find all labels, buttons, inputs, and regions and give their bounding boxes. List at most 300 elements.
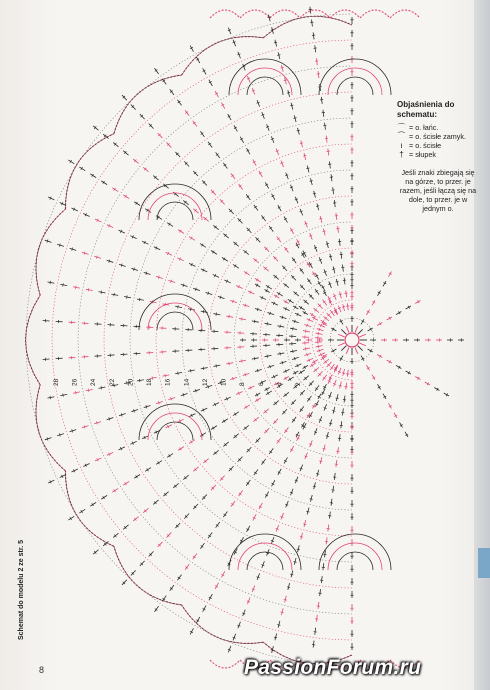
stitch-crossbar (232, 300, 233, 303)
stitch-mark (317, 349, 324, 351)
center-motif (330, 318, 374, 362)
stitch-mark (181, 393, 188, 395)
stitch-mark (310, 440, 313, 447)
stitch-mark (333, 187, 334, 194)
stitch-crossbar (63, 394, 64, 397)
stitch-crossbar (241, 317, 242, 320)
stitch-mark (158, 542, 163, 547)
stitch-mark (239, 360, 246, 361)
scallop-edge (182, 605, 264, 643)
stitch-mark (314, 428, 317, 435)
stitch-crossbar (109, 417, 110, 420)
stitch-crossbar (287, 587, 290, 588)
stitch-crossbar (50, 281, 51, 284)
stitch-crossbar (101, 386, 102, 389)
stitch-mark (273, 256, 278, 261)
stitch-mark (175, 523, 180, 528)
stitch-mark (124, 297, 131, 298)
scallop-edge (210, 10, 240, 18)
stitch-mark (304, 325, 311, 327)
stitch-mark (342, 265, 343, 272)
stitch-mark (316, 58, 317, 65)
row-number-label: 22 (108, 378, 116, 386)
stitch-crossbar (287, 92, 290, 93)
stitch-mark (262, 112, 265, 119)
row-number-label: 12 (201, 378, 209, 386)
scallop-edge-inner (182, 37, 264, 75)
stitch-mark (239, 318, 246, 319)
stitch-mark (317, 470, 319, 477)
legend-row-slip (397, 132, 479, 141)
stitch-crossbar (121, 264, 122, 267)
stitch-mark (243, 304, 250, 306)
stitch-crossbar (139, 379, 140, 382)
scallop-edge (263, 16, 352, 38)
stitch-crossbar (254, 357, 255, 360)
stitch-mark (238, 457, 243, 462)
stitch-mark (294, 558, 296, 565)
chain-row-arc (104, 92, 352, 588)
arch-row (157, 202, 193, 220)
stitch-mark (300, 285, 305, 290)
stitch-mark (47, 397, 54, 398)
stitch-mark (313, 32, 314, 39)
stitch-mark (319, 416, 322, 423)
stitch-mark (340, 382, 342, 389)
stitch-mark (278, 621, 280, 628)
single-crochet-icon: ı (400, 141, 403, 150)
row-number-label: 14 (183, 378, 191, 386)
stitch-crossbar (277, 55, 280, 56)
stitch-mark (82, 252, 89, 254)
stitch-crossbar (88, 288, 89, 291)
stitch-mark (201, 368, 208, 369)
stitch-mark (150, 377, 157, 378)
stitch-mark (309, 381, 314, 386)
scallop-edge-inner (65, 471, 113, 546)
stitch-mark (119, 264, 126, 266)
stitch-mark (162, 375, 169, 376)
stitch-mark (280, 361, 287, 363)
stitch-mark (347, 370, 348, 377)
stitch-mark (57, 434, 64, 436)
stitch-crossbar (84, 252, 85, 255)
center-stitch (358, 329, 363, 334)
stitch-mark (324, 404, 327, 411)
scallop-edge (360, 10, 390, 18)
stitch-mark (220, 199, 225, 204)
stitch-mark (333, 407, 335, 414)
row-number-label: 4 (276, 382, 284, 386)
stitch-mark (233, 634, 236, 641)
stitch-mark (320, 216, 322, 223)
stitch-crossbar (329, 256, 332, 257)
stitch-mark (338, 447, 339, 454)
stitch-mark (255, 237, 260, 242)
stitch-crossbar (134, 409, 135, 412)
stitch-mark (45, 438, 52, 440)
stitch-mark (330, 419, 332, 426)
stitch-mark (94, 422, 101, 424)
blue-tab (478, 548, 490, 578)
stitch-crossbar (50, 396, 51, 399)
stitch-mark (328, 149, 329, 156)
stitch-crossbar (293, 327, 294, 330)
stitch-mark (314, 245, 317, 252)
stitch-mark (301, 533, 303, 540)
stitch-mark (286, 501, 289, 508)
stitch-crossbar (339, 385, 342, 386)
stitch-mark (344, 396, 345, 403)
stitch-crossbar (318, 345, 319, 348)
stitch-mark (265, 323, 272, 324)
stitch-mark (82, 426, 89, 428)
stitch-mark (137, 299, 144, 300)
arch-row (238, 68, 292, 95)
stitch-crossbar (72, 429, 73, 432)
stitch-mark (288, 583, 290, 590)
stitch-mark (310, 495, 312, 502)
stitch-mark (295, 477, 298, 484)
stitch-mark (267, 365, 274, 367)
stitch-mark (60, 394, 67, 395)
stitch-mark (321, 576, 322, 583)
stitch-crossbar (306, 168, 309, 169)
arch-row (157, 422, 193, 440)
stitch-mark (131, 410, 138, 412)
stitch-crossbar (319, 218, 322, 219)
stitch-mark (291, 275, 296, 280)
stitch-mark (264, 247, 269, 252)
center-stitch (346, 326, 349, 332)
stitch-mark (211, 485, 216, 490)
stitch-mark (271, 537, 274, 544)
stitch-crossbar (257, 369, 258, 372)
stitch-crossbar (139, 298, 140, 301)
stitch-mark (267, 124, 270, 131)
stitch-mark (344, 277, 345, 284)
scallop-edge-inner (65, 134, 113, 209)
stitch-crossbar (47, 240, 48, 243)
stitch-mark (333, 486, 334, 493)
stitch-mark (292, 321, 299, 323)
stitch-mark (286, 173, 289, 180)
stitch-mark (285, 596, 287, 603)
stitch-mark (280, 317, 287, 319)
stitch-mark (271, 136, 274, 143)
stitch-crossbar (305, 347, 306, 350)
stitch-crossbar (310, 499, 313, 500)
row-number-label: 26 (71, 378, 79, 386)
stitch-crossbar (293, 350, 294, 353)
stitch-mark (334, 294, 337, 301)
stitch-crossbar (280, 325, 281, 328)
stitch-mark (137, 380, 144, 381)
stitch-mark (255, 369, 262, 371)
stitch-mark (316, 346, 323, 347)
stitch-mark (181, 284, 188, 286)
stitch-mark (315, 45, 316, 52)
stitch-mark (175, 306, 182, 307)
legend-box (397, 100, 479, 213)
stitch-mark (298, 545, 300, 552)
arch-row (148, 413, 202, 440)
stitch-crossbar (277, 625, 280, 626)
double-crochet-icon: † (399, 150, 404, 159)
stitch-mark (303, 331, 310, 332)
stitch-mark (140, 114, 145, 119)
stitch-mark (314, 482, 316, 489)
stitch-mark (307, 166, 309, 173)
stitch-mark (338, 226, 339, 233)
row-number-label: 2 (295, 382, 302, 386)
stitch-mark (175, 372, 182, 373)
stitch-mark (213, 365, 220, 366)
stitch-crossbar (47, 437, 48, 440)
stitch-mark (268, 15, 270, 22)
stitch-crossbar (284, 80, 287, 81)
stitch-crossbar (171, 280, 172, 283)
row-number-label: 18 (146, 378, 154, 386)
stitch-mark (291, 400, 296, 405)
stitch-crossbar (290, 105, 293, 106)
stitch-mark (144, 272, 151, 274)
stitch-mark (339, 239, 340, 246)
stitch-mark (184, 161, 189, 166)
stitch-mark (243, 610, 246, 617)
stitch-mark (220, 476, 225, 481)
stitch-crossbar (270, 365, 271, 368)
stitch-crossbar (274, 42, 277, 43)
stitch-crossbar (220, 296, 221, 299)
stitch-crossbar (335, 398, 338, 399)
stitch-crossbar (305, 330, 306, 333)
stitch-mark (228, 646, 231, 653)
center-stitch (341, 346, 346, 351)
stitch-crossbar (313, 193, 316, 194)
stitch-mark (257, 573, 260, 580)
stitch-mark (99, 387, 106, 388)
row-number-label: 16 (164, 378, 172, 386)
stitch-mark (333, 266, 335, 273)
arch-row (337, 552, 373, 570)
stitch-crossbar (75, 286, 76, 289)
stitch-mark (247, 228, 252, 233)
stitch-crossbar (146, 405, 147, 408)
stitch-mark (168, 397, 175, 399)
stitch-crossbar (229, 315, 230, 318)
stitch-crossbar (203, 367, 204, 370)
stitch-mark (317, 329, 324, 331)
stitch-mark (156, 276, 163, 278)
stitch-mark (144, 406, 151, 408)
stitch-crossbar (300, 536, 303, 537)
stitch-mark (321, 97, 322, 104)
stitch-mark (228, 28, 231, 35)
stitch-mark (327, 313, 332, 318)
stitch-mark (229, 466, 234, 471)
stitch-crossbar (59, 433, 60, 436)
stitch-mark (267, 312, 274, 314)
stitch-crossbar (313, 486, 316, 487)
stitch-crossbar (257, 308, 258, 311)
stitch-mark (275, 40, 277, 47)
scallop-edge (270, 10, 300, 18)
stitch-mark (252, 585, 255, 592)
stitch-mark (305, 221, 308, 228)
stitch-crossbar (303, 155, 306, 156)
stitch-mark (229, 209, 234, 214)
stitch-mark (193, 171, 198, 176)
stitch-crossbar (178, 305, 179, 308)
stitch-crossbar (59, 244, 60, 247)
legend-row-single (397, 141, 479, 150)
stitch-mark (334, 473, 335, 480)
stitch-mark (318, 602, 319, 609)
stitch-crossbar (178, 372, 179, 375)
center-chain-ring (330, 318, 374, 362)
stitch-mark (149, 123, 154, 128)
stitch-mark (326, 136, 327, 143)
stitch-crossbar (293, 562, 296, 563)
stitch-mark (313, 641, 314, 648)
stitch-mark (243, 373, 250, 375)
stitch-crossbar (72, 248, 73, 251)
stitch-mark (282, 409, 287, 414)
stitch-mark (318, 71, 319, 78)
stitch-mark (273, 419, 278, 424)
stitch-mark (298, 128, 300, 135)
stitch-mark (331, 174, 332, 181)
stitch-crossbar (84, 425, 85, 428)
stitch-mark (310, 178, 312, 185)
stitch-crossbar (323, 231, 326, 232)
stitch-mark (331, 499, 332, 506)
stitch-mark (294, 115, 296, 122)
stitch-mark (303, 348, 310, 349)
stitch-crossbar (146, 272, 147, 275)
stitch-crossbar (216, 364, 217, 367)
stitch-crossbar (101, 291, 102, 294)
stitch-crossbar (319, 461, 322, 462)
scallop-edge (240, 10, 270, 18)
stitch-crossbar (267, 322, 268, 325)
stitch-crossbar (280, 352, 281, 355)
stitch-mark (317, 203, 319, 210)
stitch-mark (336, 213, 337, 220)
stitch-mark (275, 633, 277, 640)
stitch-mark (346, 290, 347, 297)
legend-text: = o. ścisłe zamyk. (409, 132, 466, 141)
stitch-mark (325, 123, 326, 130)
stitch-mark (193, 504, 198, 509)
stitch-mark (73, 392, 80, 393)
stitch-crossbar (254, 320, 255, 323)
stitch-mark (122, 580, 127, 585)
stitch-mark (329, 392, 332, 399)
stitch-mark (107, 418, 114, 420)
center-stitch (355, 347, 358, 353)
stitch-mark (328, 525, 329, 532)
stitch-crossbar (121, 413, 122, 416)
stitch-mark (341, 252, 342, 259)
stitch-mark (334, 200, 335, 207)
stitch-crossbar (88, 389, 89, 392)
stitch-mark (324, 269, 327, 276)
center-ring (345, 333, 359, 347)
stitch-mark (320, 457, 322, 464)
stitch-mark (310, 7, 311, 14)
stitch-mark (247, 76, 250, 83)
stitch-crossbar (245, 373, 246, 376)
stitch-mark (300, 209, 303, 216)
stitch-mark (312, 20, 313, 27)
stitch-crossbar (318, 332, 319, 335)
stitch-mark (166, 142, 171, 147)
scallop-edge (210, 660, 240, 668)
stitch-crossbar (310, 181, 313, 182)
stitch-mark (323, 445, 325, 452)
arch-row (328, 68, 382, 95)
stitch-crossbar (335, 281, 338, 282)
stitch-mark (276, 525, 279, 532)
stitch-mark (319, 257, 322, 264)
legend-row-double (397, 150, 479, 159)
stitch-crossbar (326, 244, 329, 245)
stitch-mark (47, 282, 54, 283)
stitch-mark (329, 161, 330, 168)
watermark-logo: PassionForum.ru (244, 656, 422, 679)
center-stitch (341, 329, 346, 334)
stitch-mark (252, 321, 259, 322)
stitch-mark (318, 371, 323, 376)
stitch-mark (99, 292, 106, 293)
stitch-mark (184, 513, 189, 518)
stitch-crossbar (171, 397, 172, 400)
stitch-mark (301, 140, 303, 147)
stitch-crossbar (332, 269, 335, 270)
stitch-crossbar (290, 574, 293, 575)
stitch-crossbar (307, 324, 308, 327)
stitch-crossbar (158, 276, 159, 279)
stitch-mark (70, 248, 77, 250)
stitch-crossbar (208, 292, 209, 295)
stitch-mark (281, 65, 283, 72)
stitch-crossbar (303, 524, 306, 525)
stitch-mark (327, 432, 329, 439)
arch-row (247, 77, 283, 95)
stitch-crossbar (284, 599, 287, 600)
chain-stitch-icon: ⌒ (397, 123, 406, 132)
stitch-mark (252, 88, 255, 95)
stitch-mark (346, 383, 347, 390)
stitch-mark (156, 401, 163, 403)
stitch-crossbar (300, 143, 303, 144)
stitch-mark (282, 266, 287, 271)
stitch-mark (193, 288, 200, 290)
stitch-mark (140, 561, 145, 566)
scallop-edge (182, 37, 264, 75)
stitch-mark (336, 279, 338, 286)
scallop-edge-inner (114, 546, 182, 605)
stitch-mark (262, 561, 265, 568)
stitch-crossbar (203, 310, 204, 313)
row-number-label: 10 (220, 378, 228, 386)
stitch-mark (45, 240, 52, 242)
stitch-crossbar (323, 448, 326, 449)
stitch-mark (330, 254, 332, 261)
stitch-mark (291, 185, 294, 192)
